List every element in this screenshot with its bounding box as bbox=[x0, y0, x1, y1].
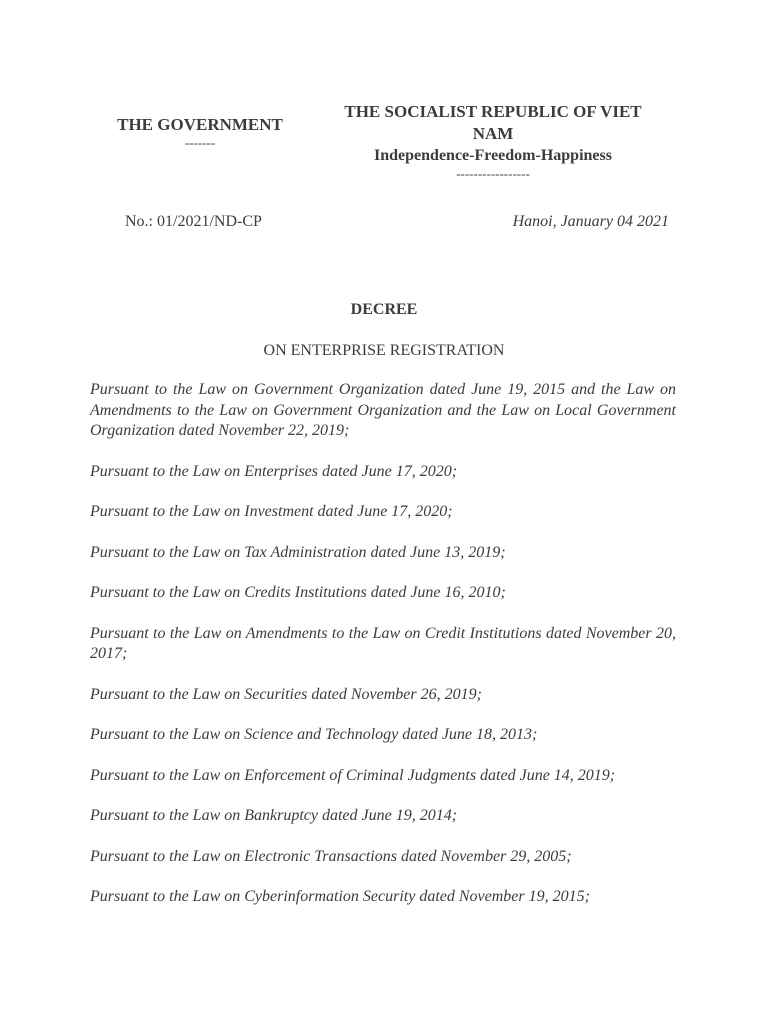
motto-divider: ----------------- bbox=[456, 166, 530, 181]
authority-divider: ------- bbox=[184, 135, 216, 150]
national-motto: Independence-Freedom-Happiness bbox=[374, 147, 612, 164]
issuing-authority: THE GOVERNMENT bbox=[117, 115, 283, 134]
preamble-paragraph: Pursuant to the Law on Enterprises dated June 17, 2020; bbox=[90, 462, 458, 480]
preamble-paragraph: Pursuant to the Law on Tax Administration dated June 13, 2019; bbox=[90, 543, 506, 561]
issuing-authority-block bbox=[100, 114, 300, 150]
preamble-paragraph: Pursuant to the Law on Government Organization dated June 19, 2015 and the Law on Amendments to the Law on Government Organization and the Law on Local Government Organization dated November 22, 2019; bbox=[90, 381, 676, 439]
preamble-paragraph: Pursuant to the Law on Electronic Transactions dated November 29, 2005; bbox=[90, 847, 572, 865]
preamble bbox=[90, 380, 676, 928]
document-place-date: Hanoi, January 04 2021 bbox=[512, 213, 669, 230]
national-title: THE SOCIALIST REPUBLIC OF VIET NAM bbox=[344, 102, 642, 143]
preamble-paragraph: Pursuant to the Law on Securities dated November 26, 2019; bbox=[90, 685, 482, 703]
preamble-paragraph: Pursuant to the Law on Bankruptcy dated June 19, 2014; bbox=[90, 807, 458, 824]
document-title: DECREE bbox=[350, 301, 418, 318]
document-subtitle: ON ENTERPRISE REGISTRATION bbox=[263, 342, 505, 359]
preamble-paragraph: Pursuant to the Law on Credits Institutions dated June 16, 2010; bbox=[90, 584, 506, 601]
document-number: No.: 01/2021/ND-CP bbox=[125, 213, 262, 230]
preamble-paragraph: Pursuant to the Law on Investment dated June 17, 2020; bbox=[90, 503, 453, 520]
preamble-paragraph: Pursuant to the Law on Enforcement of Criminal Judgments dated June 14, 2019; bbox=[90, 766, 616, 784]
preamble-paragraph: Pursuant to the Law on Science and Technology dated June 18, 2013; bbox=[90, 726, 538, 743]
preamble-paragraph: Pursuant to the Law on Amendments to the Law on Credit Institutions dated November 20, 2017; bbox=[90, 624, 676, 662]
preamble-paragraph: Pursuant to the Law on Cyberinformation Security dated November 19, 2015; bbox=[90, 888, 590, 905]
national-title-block bbox=[333, 101, 653, 181]
